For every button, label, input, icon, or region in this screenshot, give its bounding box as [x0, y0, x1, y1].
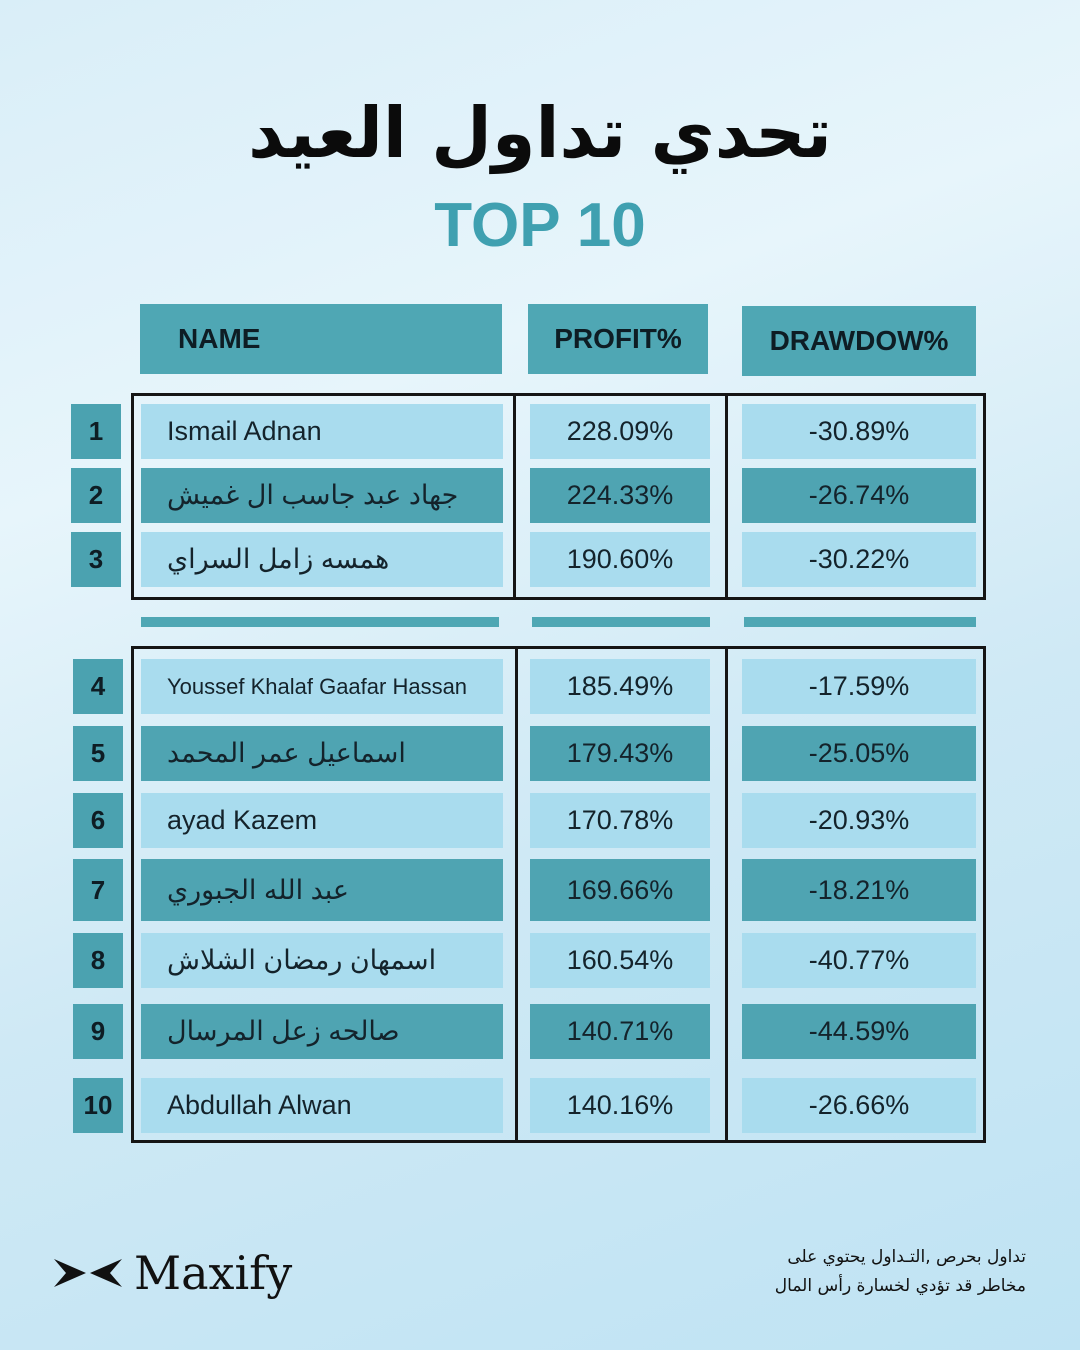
drawdown-value: -26.74% — [742, 468, 976, 523]
profit-value: 140.71% — [530, 1004, 710, 1059]
separator-drawdown — [744, 617, 976, 627]
drawdown-value: -44.59% — [742, 1004, 976, 1059]
trader-name: Youssef Khalaf Gaafar Hassan — [141, 659, 503, 714]
rank-badge: 1 — [71, 404, 121, 459]
trader-name: Abdullah Alwan — [141, 1078, 503, 1133]
trader-name: عبد الله الجبوري — [141, 859, 503, 921]
drawdown-value: -18.21% — [742, 859, 976, 921]
header-profit: PROFIT% — [528, 304, 708, 374]
rest-divider-2 — [725, 648, 728, 1141]
rank-badge: 7 — [73, 859, 123, 921]
separator-name — [141, 617, 499, 627]
trader-name: ayad Kazem — [141, 793, 503, 848]
profit-value: 190.60% — [530, 532, 710, 587]
page-subtitle: TOP 10 — [434, 191, 646, 260]
trader-name: Ismail Adnan — [141, 404, 503, 459]
drawdown-value: -25.05% — [742, 726, 976, 781]
profit-value: 140.16% — [530, 1078, 710, 1133]
rank-badge: 2 — [71, 468, 121, 523]
trader-name: جهاد عبد جاسب ال غميش — [141, 468, 503, 523]
rank-badge: 5 — [73, 726, 123, 781]
drawdown-value: -30.22% — [742, 532, 976, 587]
profit-value: 185.49% — [530, 659, 710, 714]
drawdown-value: -17.59% — [742, 659, 976, 714]
maxify-logo-icon — [52, 1253, 124, 1293]
rest-divider-1 — [515, 648, 518, 1141]
trader-name: صالحه زعل المرسال — [141, 1004, 503, 1059]
profit-value: 228.09% — [530, 404, 710, 459]
header-drawdown: DRAWDOW% — [742, 306, 976, 376]
header-name: NAME — [140, 304, 502, 374]
drawdown-value: -26.66% — [742, 1078, 976, 1133]
trader-name: اسماعيل عمر المحمد — [141, 726, 503, 781]
risk-disclaimer — [775, 1243, 1026, 1301]
profit-value: 224.33% — [530, 468, 710, 523]
trader-name: همسه زامل السراي — [141, 532, 503, 587]
brand-logo — [52, 1246, 292, 1300]
page-title: تحدي تداول العيد — [248, 92, 832, 174]
drawdown-value: -30.89% — [742, 404, 976, 459]
rank-badge: 10 — [73, 1078, 123, 1133]
rank-badge: 6 — [73, 793, 123, 848]
rank-badge: 8 — [73, 933, 123, 988]
disclaimer-line-2: مخاطر قد تؤدي لخسارة رأس المال — [774, 1276, 1026, 1296]
rank-badge: 3 — [71, 532, 121, 587]
trader-name: اسمهان رمضان الشلاش — [141, 933, 503, 988]
top3-divider-2 — [725, 395, 728, 598]
rank-badge: 4 — [73, 659, 123, 714]
profit-value: 169.66% — [530, 859, 710, 921]
drawdown-value: -40.77% — [742, 933, 976, 988]
separator-profit — [532, 617, 710, 627]
rank-badge: 9 — [73, 1004, 123, 1059]
profit-value: 170.78% — [530, 793, 710, 848]
drawdown-value: -20.93% — [742, 793, 976, 848]
disclaimer-line-1: تداول بحرص ,التـداول يحتوي على — [787, 1247, 1026, 1267]
brand-name: Maxify — [134, 1246, 293, 1300]
profit-value: 160.54% — [530, 933, 710, 988]
top3-divider-1 — [513, 395, 516, 598]
profit-value: 179.43% — [530, 726, 710, 781]
